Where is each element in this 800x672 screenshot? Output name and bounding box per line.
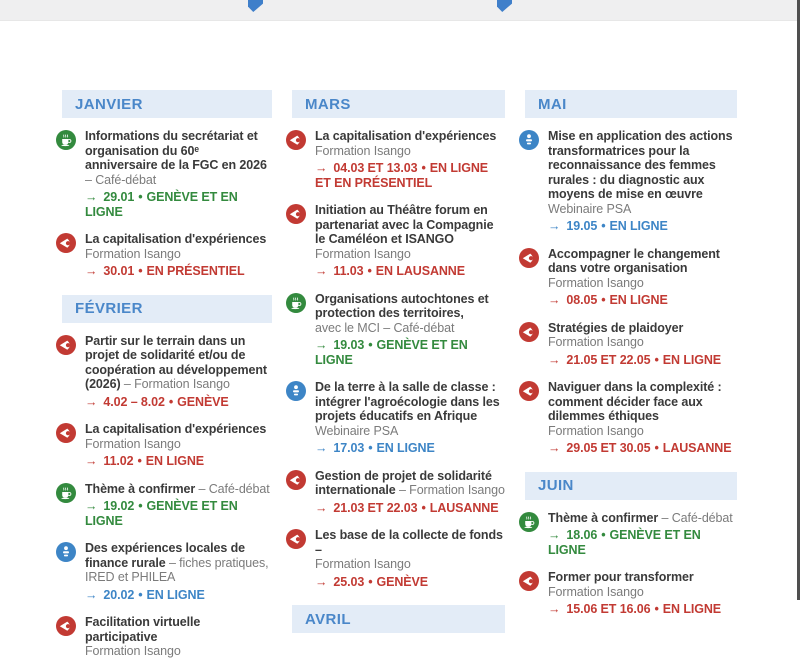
event-location: EN LIGNE (376, 441, 435, 455)
event-title: La capitalisation d'expériences (315, 129, 497, 143)
event-title: Thème à confirmer (85, 481, 196, 496)
event-item[interactable] (286, 380, 505, 456)
arrow-right-icon: → (315, 500, 328, 515)
formation-icon (519, 322, 539, 342)
month-section (56, 295, 272, 659)
event-organizer: Webinaire PSA (315, 423, 399, 438)
bullet-separator-icon: • (654, 441, 659, 455)
event-location: EN LIGNE ET EN PRÉSENTIEL (315, 161, 489, 190)
event-location: GENÈVE ET EN LIGNE (85, 499, 238, 528)
month-header (62, 295, 272, 323)
bullet-separator-icon: • (138, 190, 143, 204)
event-location: EN LIGNE (146, 587, 205, 602)
bullet-separator-icon: • (421, 161, 426, 175)
event-date-link[interactable] (85, 190, 272, 219)
event-title: De la terre à la salle de classe : intégrer l'agroécologie dans les projets éducatifs en Afrique (315, 380, 500, 423)
event-title: Thème à confirmer (548, 510, 659, 525)
month-section (519, 90, 737, 456)
event-title: Partir sur le terrain dans un projet de solidarité et/ou de coopération au développement (2026) (85, 333, 267, 391)
event-title: Former pour transformer (548, 570, 694, 584)
event-date: 29.01 (103, 190, 135, 204)
bullet-separator-icon: • (368, 441, 373, 455)
event-body (548, 247, 737, 308)
event-date: 20.02 (103, 587, 135, 602)
event-date: 11.03 (333, 264, 364, 278)
event-body (85, 232, 272, 279)
event-location: EN LIGNE (662, 352, 722, 367)
event-type-label: – Café-débat (661, 510, 733, 525)
event-item[interactable] (56, 334, 272, 410)
bullet-separator-icon: • (368, 338, 373, 352)
formation-icon (519, 248, 539, 268)
event-body (315, 469, 505, 516)
formation-icon (56, 616, 76, 636)
event-body (315, 292, 505, 368)
event-date: 18.06 (566, 528, 598, 542)
event-organizer: Formation Isango (548, 423, 644, 438)
event-date: 21.03 ET 22.03 (333, 500, 418, 515)
event-title: Les base de la collecte de fonds – (315, 528, 503, 557)
event-title: Organisations autochtones et protection des territoires, (315, 291, 489, 320)
formation-icon (519, 381, 539, 401)
arrow-right-icon: → (315, 264, 328, 278)
month-section (519, 472, 737, 617)
event-title: Facilitation virtuelle participative (85, 615, 201, 644)
top-banner-strip (0, 0, 800, 21)
event-body (315, 380, 505, 456)
event-date: 4.02 – 8.02 (103, 394, 165, 409)
event-date-link[interactable] (548, 602, 737, 617)
event-title: La capitalisation d'expériences (85, 232, 267, 246)
arrow-right-icon: → (548, 293, 561, 307)
coffee-cup-icon (56, 483, 76, 503)
event-body (85, 334, 272, 410)
event-title: Initiation au Théâtre forum en partenariat avec la Compagnie le Caméléon et ISANGO (315, 203, 494, 246)
bullet-separator-icon: • (138, 264, 143, 278)
bullet-separator-icon: • (421, 500, 426, 515)
arrow-right-icon: → (85, 454, 98, 468)
event-item[interactable] (56, 422, 272, 469)
event-item[interactable] (286, 528, 505, 589)
month-label: AVRIL (305, 610, 351, 628)
event-date-link[interactable] (548, 219, 737, 234)
event-date-link[interactable] (315, 441, 505, 456)
event-body (315, 528, 505, 589)
event-date-link[interactable] (85, 264, 272, 279)
event-item[interactable] (56, 482, 272, 529)
calendar-column-2 (286, 90, 505, 644)
bullet-separator-icon: • (367, 264, 372, 278)
event-date: 04.03 ET 13.03 (333, 161, 418, 175)
event-body (85, 541, 272, 602)
event-organizer: Formation Isango (85, 246, 181, 261)
arrow-right-icon: → (548, 352, 561, 367)
event-item[interactable] (519, 129, 737, 234)
event-type-label: – Café-débat (85, 172, 157, 187)
event-date-link[interactable] (85, 395, 272, 410)
event-date: 19.05 (566, 219, 598, 233)
arrow-right-icon: → (315, 574, 328, 589)
event-location: EN LIGNE (609, 219, 668, 233)
event-date: 19.02 (103, 499, 135, 513)
event-type-label: – Formation Isango (123, 377, 230, 391)
event-location: GENÈVE (177, 394, 229, 409)
event-location: GENÈVE ET EN LIGNE (548, 528, 701, 557)
arrow-right-icon: → (548, 441, 561, 455)
event-location: LAUSANNE (429, 500, 499, 515)
event-location: EN LIGNE (662, 602, 722, 616)
event-item[interactable] (519, 570, 737, 617)
calendar-column-1 (56, 90, 272, 672)
event-item[interactable] (286, 129, 505, 190)
event-organizer: Formation Isango (85, 644, 181, 658)
month-header (292, 90, 505, 118)
event-type-label: – Café-débat (198, 481, 270, 496)
month-header (525, 90, 737, 118)
event-organizer: Formation Isango (315, 143, 411, 158)
event-organizer: Formation Isango (548, 275, 644, 290)
event-title: Des expériences locales de finance rurale (85, 541, 245, 570)
event-date: 15.06 ET 16.06 (566, 602, 651, 616)
event-item[interactable] (286, 292, 505, 368)
event-item[interactable] (519, 321, 737, 368)
arrow-right-icon: → (85, 499, 98, 513)
event-date: 30.01 (103, 264, 135, 278)
arrow-right-icon: → (315, 338, 328, 352)
event-item[interactable] (56, 615, 272, 659)
event-date: 25.03 (333, 574, 365, 589)
event-location: GENÈVE ET EN LIGNE (85, 190, 238, 219)
event-item[interactable] (286, 469, 505, 516)
month-header (525, 472, 737, 500)
event-title: Accompagner le changement dans votre organisation (548, 246, 720, 275)
event-item[interactable] (56, 129, 272, 219)
event-date-link[interactable] (315, 501, 505, 516)
arrow-right-icon: → (85, 394, 98, 409)
event-date: 11.02 (103, 454, 134, 468)
event-title: Informations du secrétariat et organisation du 60ᵉ anniversaire de la FGC en 2026 (85, 129, 267, 172)
bullet-separator-icon: • (138, 499, 143, 513)
month-label: MARS (305, 95, 351, 113)
event-title: Naviguer dans la complexité : comment décider face aux dilemmes éthiques (548, 380, 722, 423)
event-location: GENÈVE ET EN LIGNE (315, 338, 468, 367)
event-body (548, 570, 737, 617)
webinar-icon (56, 542, 76, 562)
event-location: EN LIGNE (145, 454, 205, 468)
month-label: MAI (538, 95, 567, 113)
event-body (85, 422, 272, 469)
event-body (548, 129, 737, 234)
event-date-link[interactable] (315, 575, 505, 590)
event-body (315, 203, 505, 279)
bullet-separator-icon: • (601, 219, 606, 233)
blue-arrow-fragment-icon (248, 0, 263, 12)
formation-icon (286, 130, 306, 150)
event-date-link[interactable] (85, 454, 272, 469)
event-title: La capitalisation d'expériences (85, 422, 267, 436)
event-item[interactable] (286, 203, 505, 279)
formation-icon (56, 423, 76, 443)
bullet-separator-icon: • (654, 352, 659, 367)
event-date-link[interactable] (315, 338, 505, 367)
event-body (85, 615, 272, 659)
event-organizer: Formation Isango (548, 335, 644, 349)
event-body (315, 129, 505, 190)
event-date: 17.03 (333, 441, 365, 455)
arrow-right-icon: → (85, 587, 98, 602)
event-type-label: – Formation Isango (398, 483, 505, 497)
event-item[interactable] (56, 232, 272, 279)
month-label: JANVIER (75, 95, 143, 113)
event-date: 21.05 ET 22.05 (566, 352, 651, 367)
event-date-link[interactable] (85, 499, 272, 528)
arrow-right-icon: → (315, 441, 328, 455)
blue-arrow-fragment-icon (497, 0, 512, 12)
event-location: EN LAUSANNE (375, 264, 465, 278)
event-item[interactable] (519, 247, 737, 308)
month-section (286, 605, 505, 633)
event-title: Stratégies de plaidoyer (548, 320, 684, 335)
bullet-separator-icon: • (368, 574, 373, 589)
event-date-link[interactable] (315, 161, 505, 190)
event-location: EN PRÉSENTIEL (146, 264, 245, 278)
event-organizer: Webinaire PSA (548, 201, 632, 216)
event-date: 29.05 ET 30.05 (566, 441, 651, 455)
event-date: 08.05 (566, 293, 598, 307)
arrow-right-icon: → (85, 264, 98, 278)
event-location: LAUSANNE (662, 441, 732, 455)
event-title: Gestion de projet de solidarité internationale (315, 468, 492, 497)
arrow-right-icon: → (85, 190, 98, 204)
coffee-cup-icon (56, 130, 76, 150)
event-date-link[interactable] (315, 264, 505, 279)
event-title: Mise en application des actions transformatrices pour la reconnaissance des femmes rurales : du diagnostic aux moyens de mise en œuvre (548, 129, 733, 201)
formation-icon (56, 335, 76, 355)
event-organizer: Formation Isango (548, 584, 644, 599)
formation-icon (286, 204, 306, 224)
month-section (286, 90, 505, 589)
event-type-label: – fiches pratiques, IRED et PHILEA (85, 555, 269, 584)
event-location: GENÈVE (376, 574, 428, 589)
event-organizer: Formation Isango (315, 557, 411, 571)
event-organizer: avec le MCI – Café-débat (315, 320, 455, 335)
bullet-separator-icon: • (168, 394, 174, 409)
event-date-link[interactable] (548, 528, 737, 557)
webinar-icon (286, 381, 306, 401)
month-label: FÉVRIER (75, 300, 143, 317)
bullet-separator-icon: • (138, 587, 143, 602)
bullet-separator-icon: • (137, 454, 142, 468)
event-date: 19.03 (333, 338, 365, 352)
bullet-separator-icon: • (601, 528, 606, 542)
month-label: JUIN (538, 477, 574, 494)
event-item[interactable] (519, 380, 737, 456)
event-body (85, 482, 272, 529)
event-item[interactable] (56, 541, 272, 602)
formation-icon (519, 571, 539, 591)
event-body (548, 321, 737, 368)
event-location: EN LIGNE (609, 293, 668, 307)
event-date-link[interactable] (548, 293, 737, 308)
arrow-right-icon: → (548, 528, 561, 542)
event-body (85, 129, 272, 219)
formation-icon (286, 470, 306, 490)
month-header (62, 90, 272, 118)
event-organizer: Formation Isango (315, 246, 411, 261)
bullet-separator-icon: • (654, 602, 659, 616)
arrow-right-icon: → (315, 161, 328, 175)
event-body (548, 380, 737, 456)
event-date-link[interactable] (548, 441, 737, 456)
event-date-link[interactable] (548, 353, 737, 368)
calendar-column-3 (519, 90, 737, 630)
coffee-cup-icon (519, 512, 539, 532)
event-organizer: Formation Isango (85, 436, 181, 451)
arrow-right-icon: → (548, 602, 561, 616)
event-body (548, 511, 737, 558)
arrow-right-icon: → (548, 219, 561, 233)
webinar-icon (519, 130, 539, 150)
event-item[interactable] (519, 511, 737, 558)
month-section (56, 90, 272, 279)
bullet-separator-icon: • (601, 293, 606, 307)
month-header (292, 605, 505, 633)
formation-icon (56, 233, 76, 253)
coffee-cup-icon (286, 293, 306, 313)
formation-icon (286, 529, 306, 549)
